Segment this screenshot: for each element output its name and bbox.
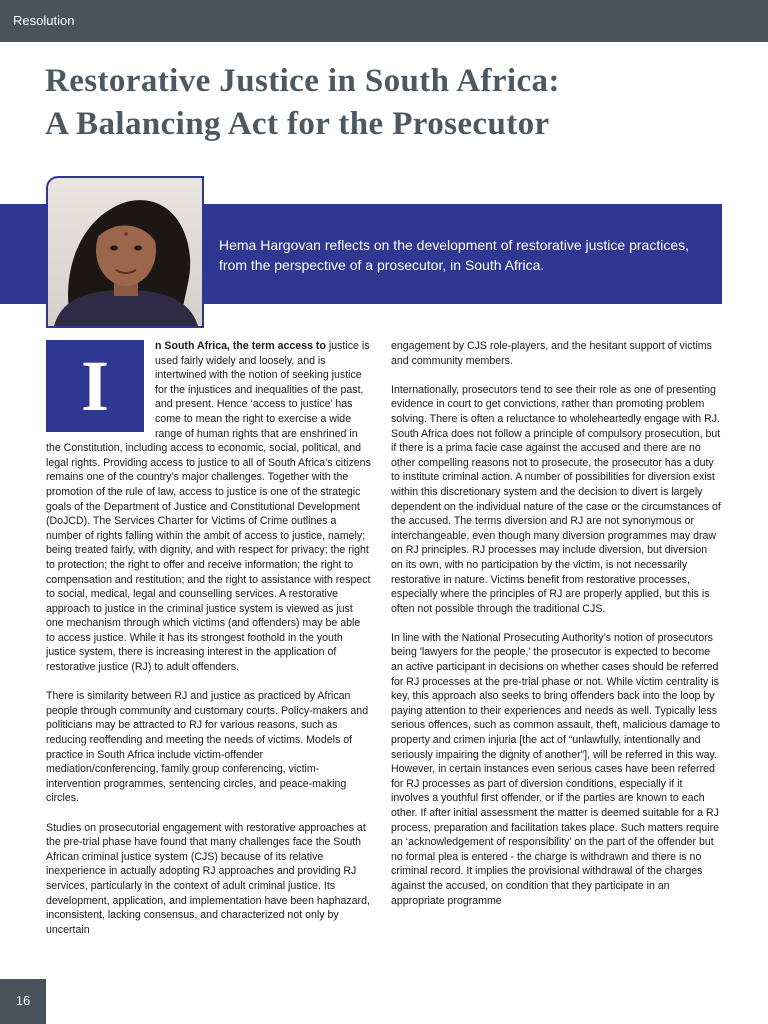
top-bar: [0, 0, 768, 42]
article-title: [45, 60, 745, 146]
paragraph: engagement by CJS role-players, and the hesitant support of victims and community members.: [391, 340, 712, 367]
title-line-2: A Balancing Act for the Prosecutor: [45, 106, 550, 142]
paragraph: Internationally, prosecutors tend to see their role as one of presenting evidence in court to get convictions, rather than promoting problem solving. There is often a reluctance to wholeheartedly engage with RJ. South Africa does not follow a principle of compulsory prosecution, but if there is a prima facie case against the accused and there are no other compelling reasons not to prosecute, the prosecutor has a duty to institute criminal action. A number of possibilities for diversion exist within this discretionary system and the decision to divert is largely dependent on the individual nature of the case or the circumstances of the accused. The terms diversion and RJ are not synonymous or interchangeable, even though many diversion programmes may draw on RJ principles. RJ processes may include diversion, but diversion on its own, with no participation by the victim, is not necessarily restorative in nature. Victims benefit from restorative processes, especially where the principles of RJ are properly applied, but this is often not possible through the traditional CJS.: [391, 383, 721, 615]
paragraph-text: justice is used fairly widely and loosely, and is intertwined with the notion of seeking justice for the injustices and inequalities of the past, and present. Hence ‘access to justice’ has come to mean the right to exercise a wide range of human rights that are enshrined in the Constitution, including access to economic, social, political, and legal rights. Providing access to justice to all of South Africa’s citizens remains one of the country’s major challenges. Together with the promotion of the rule of law, access to justice is one of the strategic goals of the Department of Justice and Constitutional Development (DoJCD). The Services Charter for Victims of Crime outlines a number of rights falling within the ambit of access to justice, namely; being treated fairly, with dignity, and with respect for privacy; the right to protection; the right to offer and receive information; the right to compensation and restitution; and the right to assistance with respect to social, medical, legal and counselling services. A restorative approach to justice in the criminal justice system is viewed as just one mechanism through which victims (and offenders) may be able to access justice. While it has its strongest foothold in the youth justice system, there is increasing interest in the application of restorative justice (RJ) to adult offenders.: [46, 340, 371, 674]
title-line-1: Restorative Justice in South Africa:: [45, 63, 560, 99]
page-number-box: [0, 979, 46, 1024]
author-photo: [46, 176, 204, 328]
standfirst: Hema Hargovan reflects on the development of restorative justice practices, from the perspective of a prosecutor, in South Africa.: [219, 237, 690, 273]
paragraph: There is similarity between RJ and justice as practiced by African people through community and customary courts. Policy-makers and politicians may be attracted to RJ for various reasons, such as reducing reoffending and meeting the needs of victims. Models of practice in South Africa include victim-offender mediation/conferencing, family group conferencing, victim-intervention programmes, sentencing circles, and peace-making circles.: [46, 690, 369, 805]
lead-in: n South Africa, the term access to: [155, 340, 326, 352]
article-column-right: [391, 339, 721, 908]
paragraph: Studies on prosecutorial engagement with restorative approaches at the pre-trial phase have found that many challenges face the South African criminal justice system (CJS) because of its relative inexperience in actually adopting RJ approaches and providing RJ services, particularly in the context of adult criminal justice. Its development, application, and implementation have been haphazard, inconsistent, lacking consensus, and characterized not only by uncertain: [46, 821, 370, 936]
article-column-left: [46, 339, 372, 937]
drop-cap: I: [46, 340, 144, 432]
page-number: 16: [15, 993, 31, 1008]
section-label: Resolution: [13, 13, 75, 28]
author-portrait-icon: [48, 178, 202, 326]
paragraph: [46, 339, 372, 675]
paragraph: In line with the National Prosecuting Authority’s notion of prosecutors being 'lawyers for the people,' the prosecutor is expected to become an active participant in decisions on whether cases should be referred for RJ processes at the pre-trial phase or not. While victim centrality is key, this approach also seeks to bring offenders back into the loop by paying attention to their experiences and needs as well. Typically less serious offences, such as common assault, theft, malicious damage to property and crimen injuria [the act of “unlawfully, intentionally and seriously impairing the dignity of another”], will be referred in this way. However, in certain instances even serious cases have been referred for RJ processes as part of diversion conditions, especially if it involves a youthful first offender, or if the parties are known to each other. If after initial assessment the matter is deemed suitable for a RJ process, preparation and facilitation takes place. Such matters require an ‘acknowledgement of responsibility’ on the part of the offender but no formal plea is entered - the charge is withdrawn and there is no criminal record. It implies the provisional withdrawal of the charges against the accused, on condition that they participate in an appropriate programme: [391, 631, 720, 907]
